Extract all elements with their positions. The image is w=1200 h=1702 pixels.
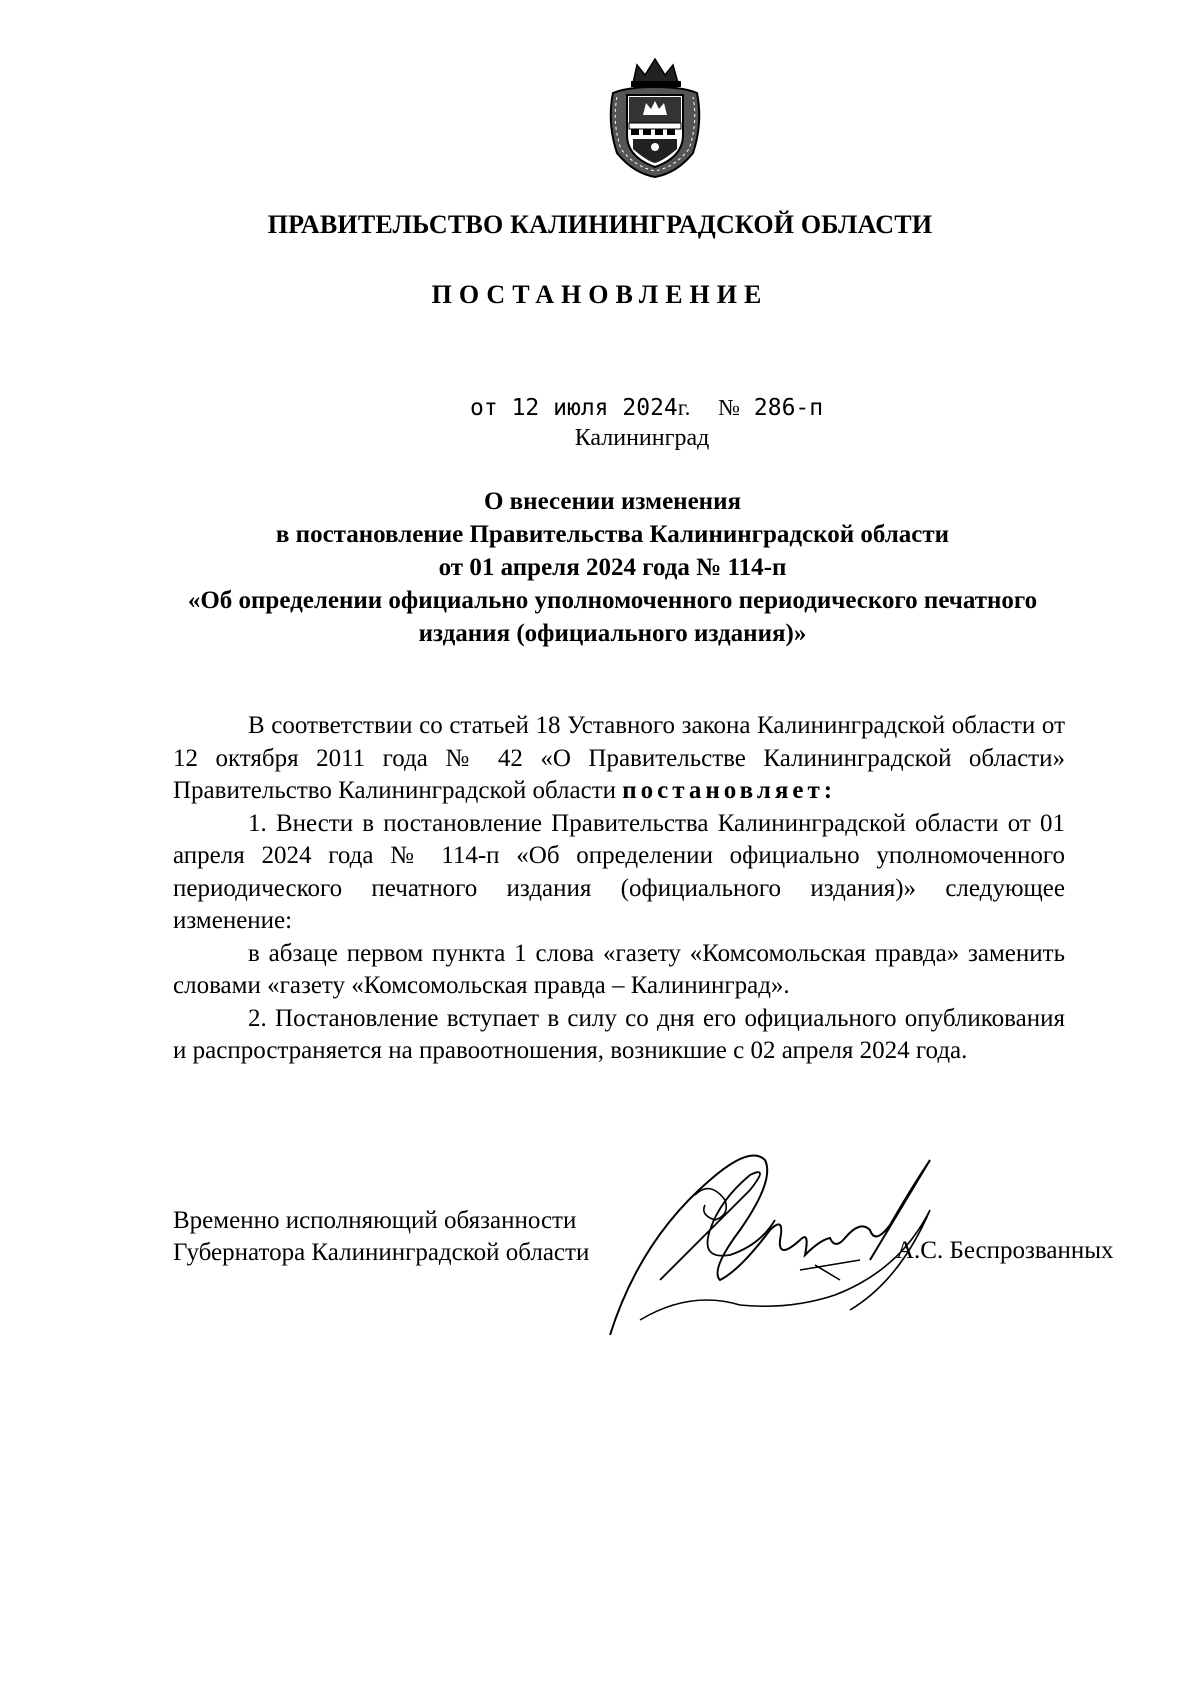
position-line: Губернатора Калининградской области	[173, 1239, 590, 1266]
title-line: в постановление Правительства Калининградской области	[275, 521, 950, 548]
date-day: 12	[511, 395, 540, 421]
handwritten-signature-icon	[600, 1120, 940, 1360]
date-month: июля	[553, 395, 609, 421]
preamble-text: В соответствии со статьей 18 Уставного закона Калининградской области от 12 октября 2011 года № 42 «О Правительстве Калининградской области» Правительство Калининградской области	[173, 712, 1065, 804]
resolves-word: постановляет:	[622, 777, 837, 804]
title-line: О внесении изменения	[483, 488, 742, 515]
date-prefix: от	[470, 395, 498, 421]
title-line: «Об определении официально уполномоченного периодического печатного	[187, 587, 1038, 614]
title-line: от 01 апреля 2024 года № 114-п	[438, 554, 787, 581]
document-number: 286-п	[753, 395, 824, 421]
document-title	[160, 485, 1065, 650]
date-number-line	[470, 395, 823, 421]
clause-2-paragraph: 2. Постановление вступает в силу со дня его официального опубликования и распространяется на правоотношения, возникшие с 02 апреля 2024 года.	[173, 1004, 1065, 1064]
document-type: ПОСТАНОВЛЕНИЕ	[431, 280, 769, 309]
signatory-name: А.С. Беспрозванных	[896, 1237, 1114, 1264]
title-line: издания (официального издания)»	[418, 620, 807, 647]
year-suffix: г.	[677, 395, 691, 420]
government-name: ПРАВИТЕЛЬСТВО КАЛИНИНГРАДСКОЙ ОБЛАСТИ	[267, 210, 933, 239]
signatory-position	[173, 1205, 589, 1269]
document-body	[173, 710, 1065, 1068]
date-year: 2024	[622, 395, 678, 421]
clause-1-paragraph: 1. Внести в постановление Правительства Калининградской области от 01 апреля 2024 года № 114-п «Об определении официально уполномоченного периодического печатного издания (официального издания)» следующее изменение:	[173, 809, 1065, 934]
preamble-paragraph	[173, 710, 1065, 808]
city: Калининград	[574, 425, 710, 451]
position-line: Временно исполняющий обязанности	[173, 1207, 577, 1234]
amendment-paragraph: в абзаце первом пункта 1 слова «газету «Комсомольская правда» заменить словами «газету «Комсомольская правда – Калининград».	[173, 939, 1065, 999]
number-sign: №	[718, 395, 741, 420]
kaliningrad-coat-of-arms-icon	[603, 53, 708, 178]
